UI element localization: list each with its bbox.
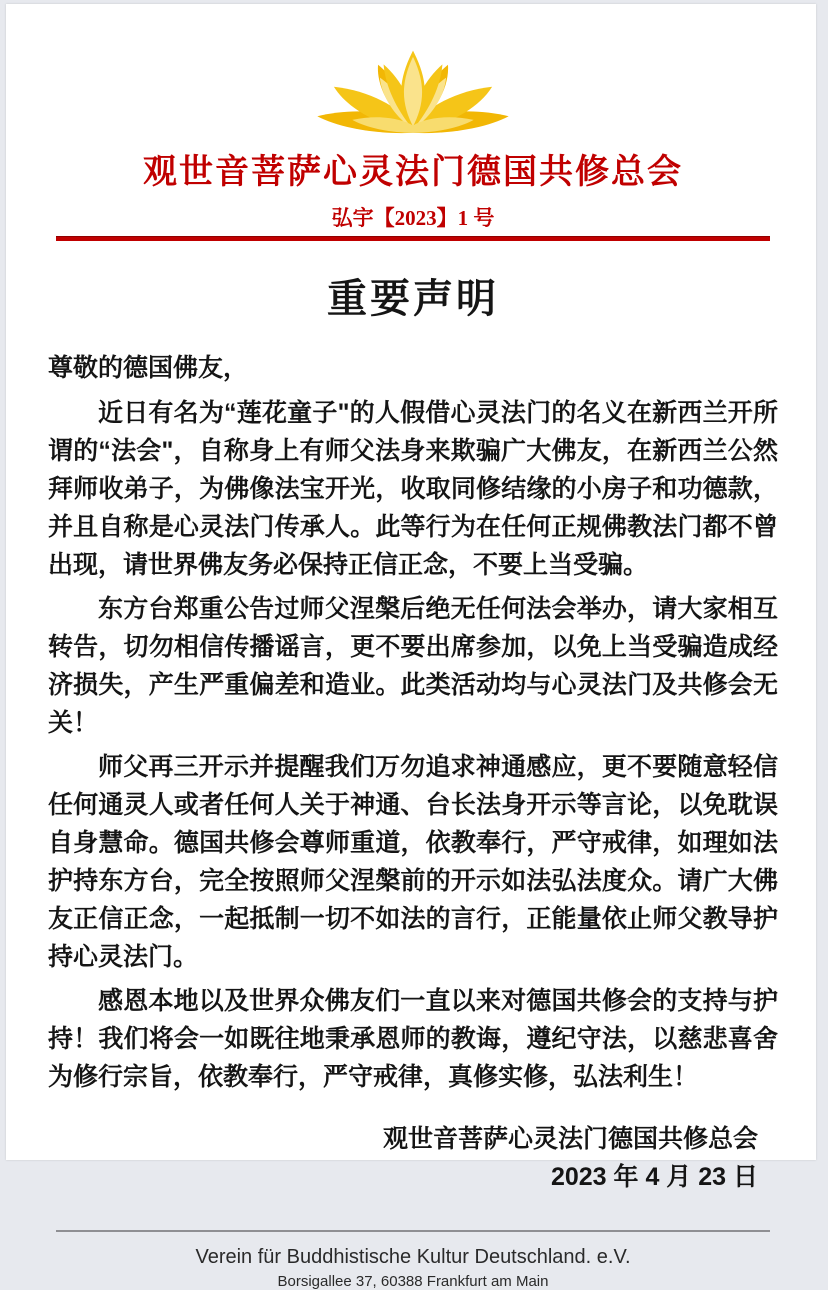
org-title: 观世音菩萨心灵法门德国共修总会 — [143, 154, 683, 191]
paragraph-4: 感恩本地以及世界众佛友们一直以来对德国共修会的支持与护持！我们将会一如既往地秉承恩师的教诲，遵纪守法，以慈悲喜舍为修行宗旨，依教奉行，严守戒律，真修实修，弘法利生！ — [48, 987, 778, 1091]
signature-org: 观世音菩萨心灵法门德国共修总会 — [382, 1125, 758, 1153]
page-title: 重要声明 — [327, 277, 499, 321]
salutation: 尊敬的德国佛友， — [48, 354, 249, 382]
footer-divider — [56, 1230, 770, 1232]
doc-number: 弘宇【2023】1 号 — [331, 206, 495, 230]
paragraph-2: 东方台郑重公告过师父涅槃后绝无任何法会举办，请大家相互转告，切勿相信传播谣言，更不要出席参加，以免上当受骗造成经济损失，产生严重偏差和造业。此类活动均与心灵法门及共修会无关！ — [48, 595, 778, 737]
signature-block — [48, 1120, 778, 1196]
footer-org-name: Verein für Buddhistische Kultur Deutschland. e.V. — [195, 1246, 631, 1268]
header-divider — [56, 236, 770, 241]
paragraph-1: 近日有名为“莲花童子"的人假借心灵法门的名义在新西兰开所谓的“法会"，自称身上有师父法身来欺骗广大佛友，在新西兰公然拜师收弟子，为佛像法宝开光，收取同修结缘的小房子和功德款，并且自称是心灵法门传承人。此等行为在任何正规佛教法门都不曾出现，请世界佛友务必保持正信正念，不要上当受骗。 — [48, 399, 778, 579]
letter-body — [48, 394, 778, 1096]
letterhead — [48, 50, 778, 232]
signature-date: 2023 年 4 月 23 日 — [550, 1163, 758, 1191]
lotus-icon — [308, 50, 518, 142]
paragraph-3: 师父再三开示并提醒我们万勿追求神通感应，更不要随意轻信任何通灵人或者任何人关于神通、台长法身开示等言论，以免耽误自身慧命。德国共修会尊师重道，依教奉行，严守戒律，如理如法护持东方台，完全按照师父涅槃前的开示如法弘法度众。请广大佛友正信正念，一起抵制一切不如法的言行，正能量依止师父教导护持心灵法门。 — [48, 753, 778, 971]
document-page — [6, 4, 816, 1290]
footer-address: Borsigallee 37, 60388 Frankfurt am Main — [277, 1273, 549, 1290]
footer — [48, 1230, 778, 1290]
